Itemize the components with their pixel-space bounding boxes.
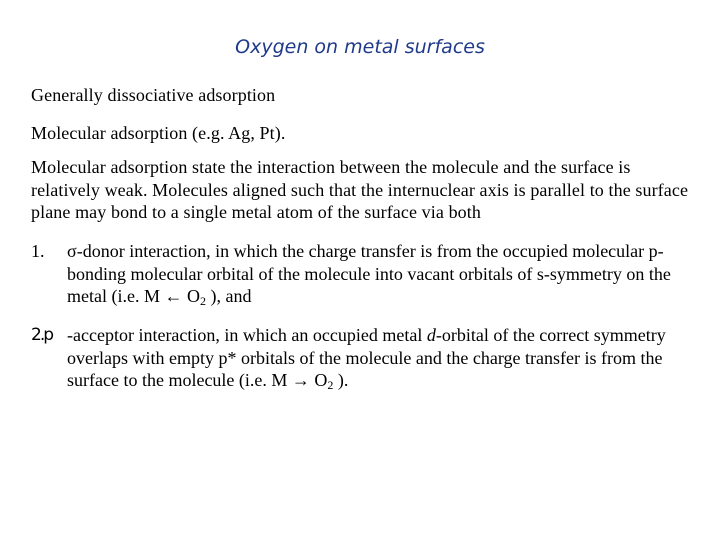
slide-title: Oxygen on metal surfaces xyxy=(235,36,485,58)
subscript-2: 2 xyxy=(199,294,206,308)
list-item-text xyxy=(67,324,691,392)
pi-acceptor-end: ). xyxy=(333,370,349,390)
d-orbital-italic: d xyxy=(426,325,436,345)
list-item-text xyxy=(67,240,691,308)
pi-acceptor-text-b: -orbital of the correct symmetry overlaps with empty p* orbitals of the molecule and the charge transfer is from the surface to the molecule (i.e. M → O xyxy=(67,325,666,390)
paragraph-dissociative: Generally dissociative adsorption xyxy=(31,85,276,105)
pi-acceptor-text-a: -acceptor interaction, in which an occupied metal xyxy=(67,325,427,345)
list-marker-2: 2.p xyxy=(31,325,53,345)
list-item-pi-acceptor xyxy=(31,324,691,392)
subscript-2: 2 xyxy=(327,378,334,392)
sigma-donor-end: ), and xyxy=(205,286,252,306)
paragraph-molecular-examples: Molecular adsorption (e.g. Ag, Pt). xyxy=(31,123,286,143)
list-marker-1: 1. xyxy=(31,241,45,261)
sigma-donor-text: σ-donor interaction, in which the charge transfer is from the occupied molecular p-bonding molecular orbital of the molecule into vacant orbitals of s-symmetry on the metal (i.e. M ← O xyxy=(67,241,671,306)
paragraph-molecular-state: Molecular adsorption state the interaction between the molecule and the surface is relatively weak. Molecules aligned such that the internuclear axis is parallel to the surface plane may bond to a single metal atom of the surface via both xyxy=(31,157,689,222)
list-item-sigma-donor xyxy=(31,240,691,308)
